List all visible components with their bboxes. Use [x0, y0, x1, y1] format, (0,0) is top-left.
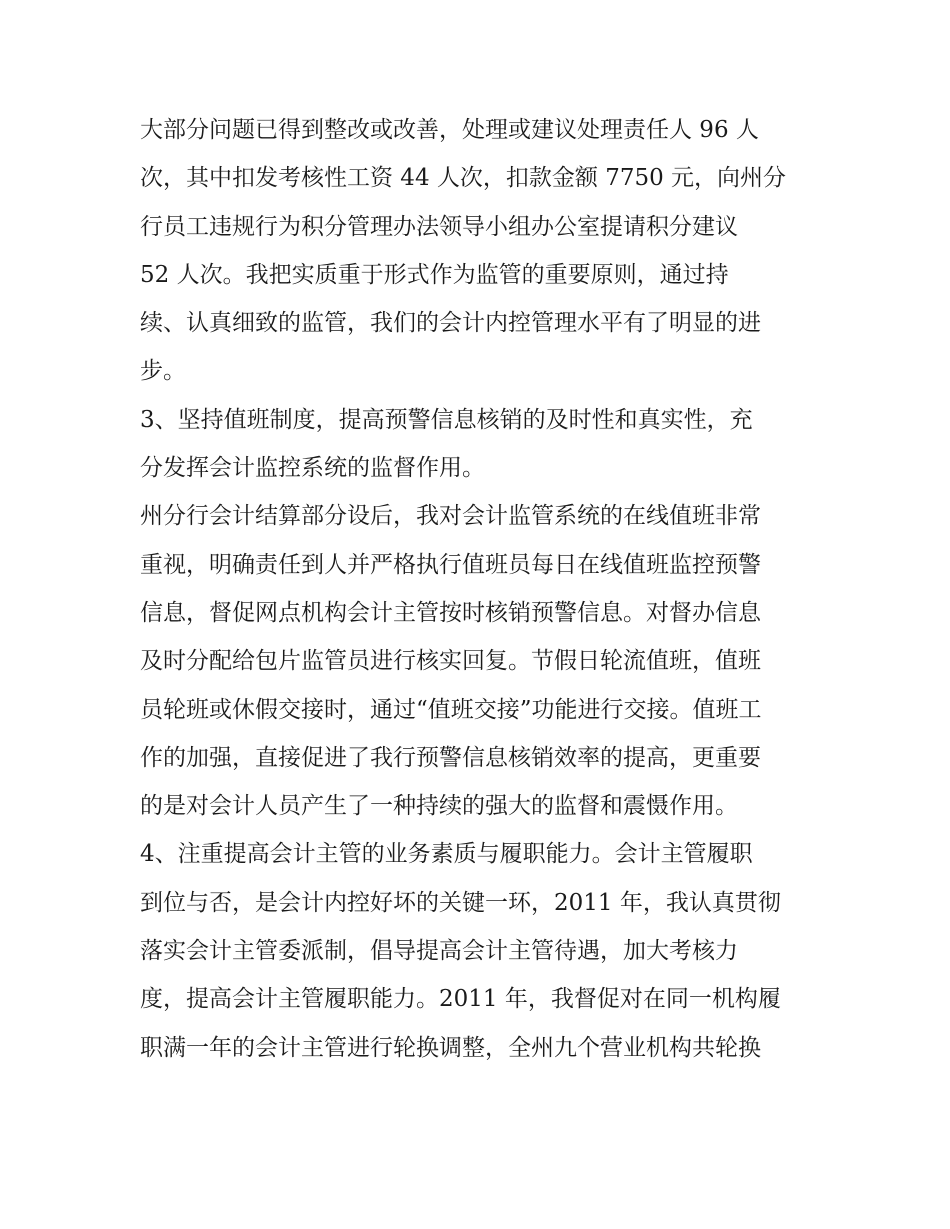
text-line: 的是对会计人员产生了一种持续的强大的监督和震慑作用。: [140, 793, 738, 820]
text-line: 大部分问题已得到整改或改善，处理或建议处理责任人 96 人: [140, 117, 759, 143]
text-line: 52 人次。我把实质重于形式作为监管的重要原则，通过持: [140, 261, 729, 288]
text-line: 到位与否，是会计内控好坏的关键一环，2011 年，我认真贯彻: [140, 889, 781, 916]
text-line: 作的加强，直接促进了我行预警信息核销效率的提高，更重要: [140, 744, 761, 771]
text-line: 员轮班或休假交接时，通过“值班交接”功能进行交接。值班工: [140, 696, 762, 723]
text-line: 续、认真细致的监管，我们的会计内控管理水平有了明显的进: [140, 310, 761, 337]
text-line: 及时分配给包片监管员进行核实回复。节假日轮流值班，值班: [140, 648, 761, 675]
text-line: 行员工违规行为积分管理办法领导小组办公室提请积分建议: [140, 213, 738, 240]
text-line: 步。: [140, 358, 186, 385]
section-heading-line: 4、注重提高会计主管的业务素质与履职能力。会计主管履职: [140, 841, 753, 868]
text-line: 州分行会计结算部分设后，我对会计监管系统的在线值班非常: [140, 503, 761, 530]
section-heading-line: 3、坚持值班制度，提高预警信息核销的及时性和真实性，充: [140, 406, 753, 433]
text-line: 职满一年的会计主管进行轮换调整，全州九个营业机构共轮换: [140, 1034, 761, 1061]
section-heading-line: 分发挥会计监控系统的监督作用。: [140, 455, 485, 482]
document-page: [140, 106, 820, 1072]
text-line: 信息，督促网点机构会计主管按时核销预警信息。对督办信息: [140, 599, 761, 626]
text-line: 度，提高会计主管履职能力。2011 年，我督促对在同一机构履: [140, 986, 781, 1013]
text-line: 次，其中扣发考核性工资 44 人次，扣款金额 7750 元，向州分: [140, 165, 787, 192]
text-line: 落实会计主管委派制，倡导提高会计主管待遇，加大考核力: [140, 938, 738, 965]
text-line: 重视，明确责任到人并严格执行值班员每日在线值班监控预警: [140, 551, 761, 578]
